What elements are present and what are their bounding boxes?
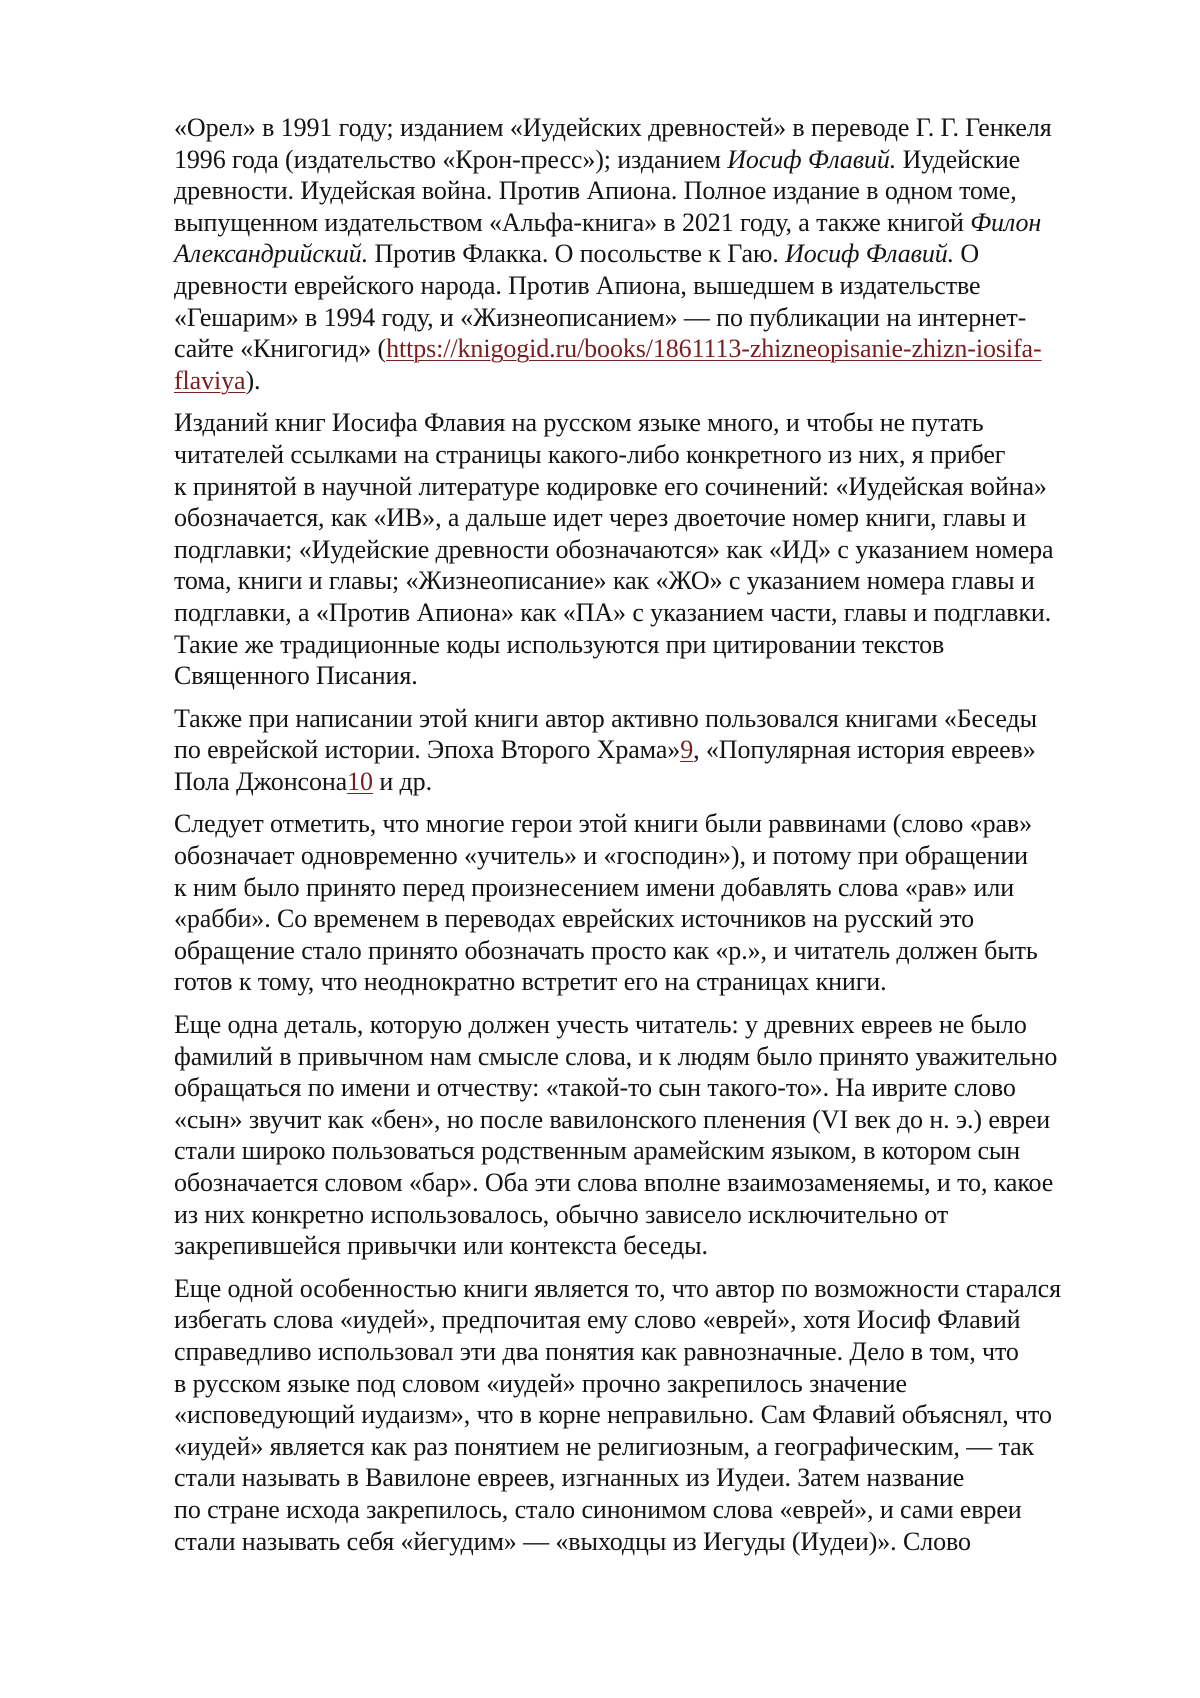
- text-run: выпущенном издательством «Альфа-книга» в 2021 году, а также книгой: [174, 208, 970, 237]
- text-line: «иудей» является как раз понятием не религиозным, а географическим, — так: [174, 1431, 1119, 1463]
- text-line: [174, 365, 1119, 397]
- text-line: справедливо использовал эти два понятия как равнозначные. Дело в том, что: [174, 1336, 1119, 1368]
- text-line: готов к тому, что неоднократно встретит его на страницах книги.: [174, 966, 1119, 998]
- text-line: Еще одной особенностью книги является то, что автор по возможности старался: [174, 1273, 1119, 1305]
- paragraph-citation-codes: [174, 407, 1119, 691]
- text-line: Такие же традиционные коды используются при цитировании текстов: [174, 629, 1119, 661]
- text-run: О: [954, 239, 979, 268]
- text-line: к принятой в научной литературе кодировке его сочинений: «Иудейская война»: [174, 471, 1119, 503]
- text-line: из них конкретно использовалось, обычно зависело исключительно от: [174, 1199, 1119, 1231]
- text-line: [174, 766, 1119, 798]
- italic-author-name: Александрийский.: [174, 239, 368, 268]
- italic-author-name: Иосиф Флавий.: [727, 145, 896, 174]
- text-line: по стране исхода закрепилось, стало синонимом слова «еврей», и сами евреи: [174, 1494, 1119, 1526]
- text-line: [174, 238, 1119, 270]
- text-line: [174, 734, 1119, 766]
- text-run: Против Флакка. О посольстве к Гаю.: [368, 239, 785, 268]
- paragraph-iudei: [174, 1273, 1119, 1557]
- text-line: в русском языке под словом «иудей» прочно закрепилось значение: [174, 1368, 1119, 1400]
- text-line: Также при написании этой книги автор активно пользовался книгами «Беседы: [174, 703, 1119, 735]
- text-line: стали широко пользоваться родственным арамейским языком, в котором сын: [174, 1135, 1119, 1167]
- text-line: [174, 333, 1119, 365]
- text-line: стали называть себя «йегудим» — «выходцы из Иегуды (Иудеи)». Слово: [174, 1526, 1119, 1558]
- knigogid-url-link-continued[interactable]: flaviya: [174, 366, 246, 395]
- body-text: [174, 112, 1119, 1568]
- text-line: «сын» звучит как «бен», но после вавилонского пленения (VI век до н. э.) евреи: [174, 1104, 1119, 1136]
- text-line: [174, 207, 1119, 239]
- text-line: стали называть в Вавилоне евреев, изгнанных из Иудеи. Затем название: [174, 1462, 1119, 1494]
- knigogid-url-link[interactable]: https://knigogid.ru/books/1861113-zhizneopisanie-zhizn-iosifa-: [386, 334, 1041, 363]
- text-line: «исповедующий иудаизм», что в корне неправильно. Сам Флавий объяснял, что: [174, 1399, 1119, 1431]
- text-line: обращаться по имени и отчеству: «такой-то сын такого-то». На иврите слово: [174, 1072, 1119, 1104]
- paragraph-rabbis: [174, 808, 1119, 998]
- text-line: Священного Писания.: [174, 660, 1119, 692]
- text-line: подглавки, а «Против Апиона» как «ПА» с указанием части, главы и подглавки.: [174, 597, 1119, 629]
- text-line: «Гешарим» в 1994 году, и «Жизнеописанием» — по публикации на интернет-: [174, 302, 1119, 334]
- text-run: по еврейской истории. Эпоха Второго Храма»: [174, 735, 680, 764]
- text-line: подглавки; «Иудейские древности обозначаются» как «ИД» с указанием номера: [174, 534, 1119, 566]
- footnote-ref-9[interactable]: 9: [680, 735, 693, 764]
- text-line: древности. Иудейская война. Против Апиона. Полное издание в одном томе,: [174, 175, 1119, 207]
- paragraph-names: [174, 1009, 1119, 1262]
- text-line: обозначает одновременно «учитель» и «господин»), и потому при обращении: [174, 840, 1119, 872]
- text-line: древности еврейского народа. Против Апиона, вышедшем в издательстве: [174, 270, 1119, 302]
- text-line: к ним было принято перед произнесением имени добавлять слова «рав» или: [174, 872, 1119, 904]
- text-run: сайте «Книгогид» (: [174, 334, 386, 363]
- paragraph-sources: [174, 703, 1119, 798]
- text-run: Иудейские: [896, 145, 1020, 174]
- italic-author-name: Филон: [970, 208, 1041, 237]
- italic-author-name: Иосиф Флавий.: [785, 239, 954, 268]
- text-line: фамилий в привычном нам смысле слова, и к людям было принято уважительно: [174, 1041, 1119, 1073]
- text-line: [174, 144, 1119, 176]
- text-line: закрепившейся привычки или контекста беседы.: [174, 1230, 1119, 1262]
- document-page: [0, 0, 1200, 1698]
- text-run: ).: [246, 366, 261, 395]
- text-line: «Орел» в 1991 году; изданием «Иудейских древностей» в переводе Г. Г. Генкеля: [174, 112, 1119, 144]
- text-line: читателей ссылками на страницы какого-либо конкретного из них, я прибег: [174, 439, 1119, 471]
- text-line: обозначается, как «ИВ», а дальше идет через двоеточие номер книги, главы и: [174, 502, 1119, 534]
- text-run: и др.: [373, 767, 432, 796]
- text-run: 1996 года (издательство «Крон-пресс»); изданием: [174, 145, 727, 174]
- footnote-ref-10[interactable]: 10: [347, 767, 373, 796]
- text-line: обозначается словом «бар». Оба эти слова вполне взаимозаменяемы, и то, какое: [174, 1167, 1119, 1199]
- paragraph-editions: [174, 112, 1119, 396]
- text-line: Еще одна деталь, которую должен учесть читатель: у древних евреев не было: [174, 1009, 1119, 1041]
- text-line: обращение стало принято обозначать просто как «р.», и читатель должен быть: [174, 935, 1119, 967]
- text-line: «рабби». Со временем в переводах еврейских источников на русский это: [174, 903, 1119, 935]
- text-line: Изданий книг Иосифа Флавия на русском языке много, и чтобы не путать: [174, 407, 1119, 439]
- text-run: Пола Джонсона: [174, 767, 347, 796]
- text-run: , «Популярная история евреев»: [693, 735, 1036, 764]
- text-line: тома, книги и главы; «Жизнеописание» как «ЖО» с указанием номера главы и: [174, 565, 1119, 597]
- text-line: Следует отметить, что многие герои этой книги были раввинами (слово «рав»: [174, 808, 1119, 840]
- text-line: избегать слова «иудей», предпочитая ему слово «еврей», хотя Иосиф Флавий: [174, 1304, 1119, 1336]
